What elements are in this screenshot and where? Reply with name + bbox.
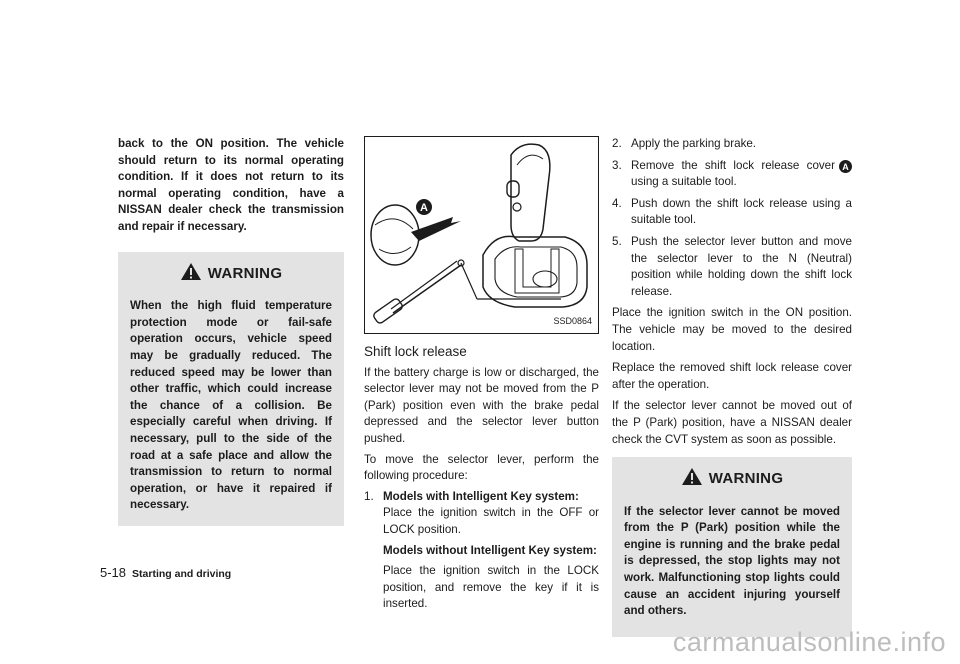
warning-header	[624, 467, 840, 492]
step-text: Place the ignition switch in the OFF or LOCK position.	[383, 506, 599, 536]
warning-box-2	[612, 457, 852, 637]
step-text: Push the selector lever button and move the selector lever to the N (Neutral) position while holding down the shift lock release.	[631, 234, 852, 298]
warning-text: If the selector lever cannot be moved from the P (Park) position while the engine is running and the brake pedal is depressed, the stop lights may not work. Malfunctioning stop lights could cause an accident injuring yourself and others.	[624, 504, 840, 618]
paragraph: If the battery charge is low or discharged, the selector lever may not be moved from the P (Park) position even with the brake pedal depressed and the selector lever button pushed.	[364, 365, 599, 445]
paragraph: If the selector lever cannot be moved out of the P (Park) position, have a NISSAN dealer check the CVT system as soon as possible.	[612, 399, 852, 446]
step-1	[364, 489, 599, 506]
step-number: 4.	[612, 196, 622, 210]
callout-a-icon: A	[839, 160, 852, 173]
warning-box-1	[118, 252, 344, 526]
step-title-intelligent-key: Models with Intelligent Key system:	[383, 489, 579, 503]
warning-text: When the high fluid temperature protection mode or fail-safe operation occurs, vehicle speed may be gradually reduced. The reduced speed may be lower than other traffic, which could increase the chance of a collision. Be especially careful when driving. If necessary, pull to the side of the road at a safe place and allow the transmission to return to normal operation, or have it repaired if necessary.	[130, 299, 332, 512]
warning-triangle-icon	[180, 262, 202, 287]
column-1	[118, 136, 344, 526]
step-text: Remove the shift lock release cover	[631, 158, 835, 172]
step-number: 5.	[612, 234, 622, 248]
warning-title: WARNING	[708, 470, 784, 488]
shift-lever-illustration	[365, 137, 597, 332]
step-text: Place the ignition switch in the LOCK position, and remove the key if it is inserted.	[383, 564, 599, 611]
figure-callout-a: A	[420, 202, 428, 214]
step-3	[612, 158, 852, 191]
step-text-cont: using a suitable tool.	[631, 175, 737, 189]
figure-code: SSD0864	[553, 316, 592, 327]
column-2	[364, 136, 599, 617]
warning-triangle-icon	[681, 467, 703, 492]
step-2	[612, 136, 852, 153]
step-title-no-intelligent-key: Models without Intelligent Key system:	[383, 543, 597, 557]
step-text: Apply the parking brake.	[631, 137, 757, 150]
warning-header	[130, 262, 332, 287]
page-number: 5-18	[100, 565, 127, 580]
intro-text: back to the ON position. The vehicle should return to its normal operating condition. If it does not return to its normal operating condition, have a NISSAN dealer check the transmission and repair if necessary.	[118, 137, 344, 233]
section-heading: Shift lock release	[364, 344, 467, 359]
page-footer	[100, 565, 231, 580]
paragraph: To move the selector lever, perform the following procedure:	[364, 452, 599, 483]
step-number: 1.	[364, 489, 374, 503]
column-3	[612, 136, 852, 637]
step-number: 3.	[612, 158, 622, 172]
watermark: carmanualsonline.info	[672, 627, 946, 657]
step-number: 2.	[612, 137, 622, 150]
step-5	[612, 234, 852, 300]
step-4	[612, 196, 852, 229]
section-name: Starting and driving	[132, 568, 232, 580]
shift-lock-figure	[364, 136, 599, 334]
warning-title: WARNING	[207, 264, 283, 282]
step-text: Push down the shift lock release using a suitable tool.	[631, 196, 852, 227]
paragraph: Replace the removed shift lock release cover after the operation.	[612, 361, 852, 391]
paragraph: Place the ignition switch in the ON position. The vehicle may be moved to the desired location.	[612, 306, 852, 353]
